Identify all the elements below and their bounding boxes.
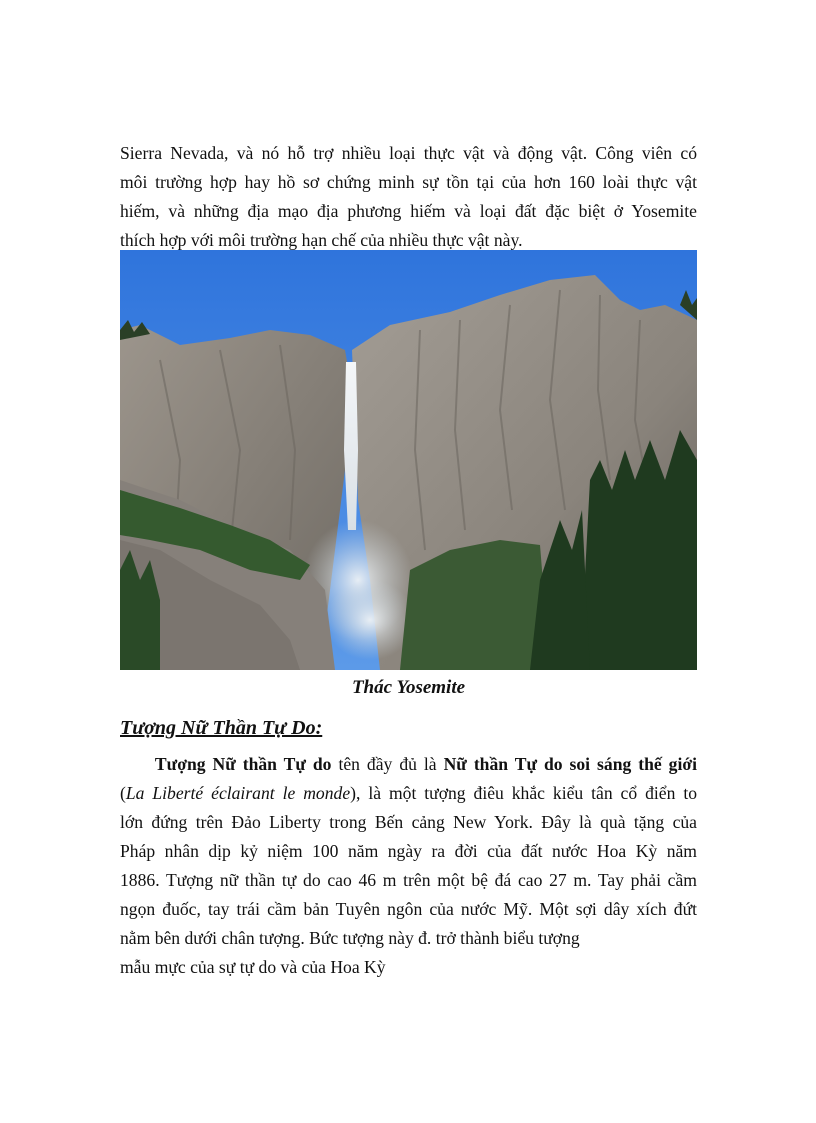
statue-paragraph: [120, 750, 697, 982]
photo-caption: Thác Yosemite: [351, 677, 466, 698]
text-line: Pháp nhân dịp kỷ niệm 100 năm ngày ra đời của đất nước Hoa Kỳ năm: [120, 841, 697, 861]
text-line: [120, 779, 697, 808]
text-line: nằm bên dưới chân tượng. Bức tượng này đ. trở thành biểu tượng: [120, 928, 580, 948]
intro-paragraph: [120, 139, 697, 255]
section-heading: Tượng Nữ Thần Tự Do:: [120, 717, 323, 739]
text-line: hiếm, và những địa mạo địa phương hiếm và loại đất đặc biệt ở Yosemite: [120, 201, 697, 221]
text-fragment: ), là một tượng điêu khắc kiểu tân cổ điển to: [350, 783, 698, 803]
text-fragment: (: [120, 783, 126, 803]
text-line: ngọn đuốc, tay trái cầm bản Tuyên ngôn của nước Mỹ. Một sợi dây xích đứt: [120, 899, 697, 919]
text-line: Sierra Nevada, và nó hỗ trợ nhiều loại thực vật và động vật. Công viên có: [120, 143, 697, 163]
text-line: lớn đứng trên Đảo Liberty trong Bến cảng New York. Đây là quà tặng của: [120, 812, 697, 832]
text-line: 1886. Tượng nữ thần tự do cao 46 m trên một bệ đá cao 27 m. Tay phải cầm: [120, 870, 697, 890]
statue-full-name-bold: Nữ thần Tự do soi sáng thế giới: [443, 754, 697, 774]
text-line: mẫu mực của sự tự do và của Hoa Kỳ: [120, 957, 386, 977]
statue-name-bold: Tượng Nữ thần Tự do: [154, 754, 332, 774]
text-fragment: tên đầy đủ là: [331, 754, 444, 774]
text-line: môi trường hợp hay hồ sơ chứng minh sự tồn tại của hơn 160 loài thực vật: [120, 172, 697, 192]
text-line: [120, 750, 697, 779]
yosemite-falls-photo: [120, 250, 697, 670]
french-name-italic: La Liberté éclairant le monde: [125, 783, 351, 803]
text-line: thích hợp với môi trường hạn chế của nhiều thực vật này.: [120, 230, 523, 250]
